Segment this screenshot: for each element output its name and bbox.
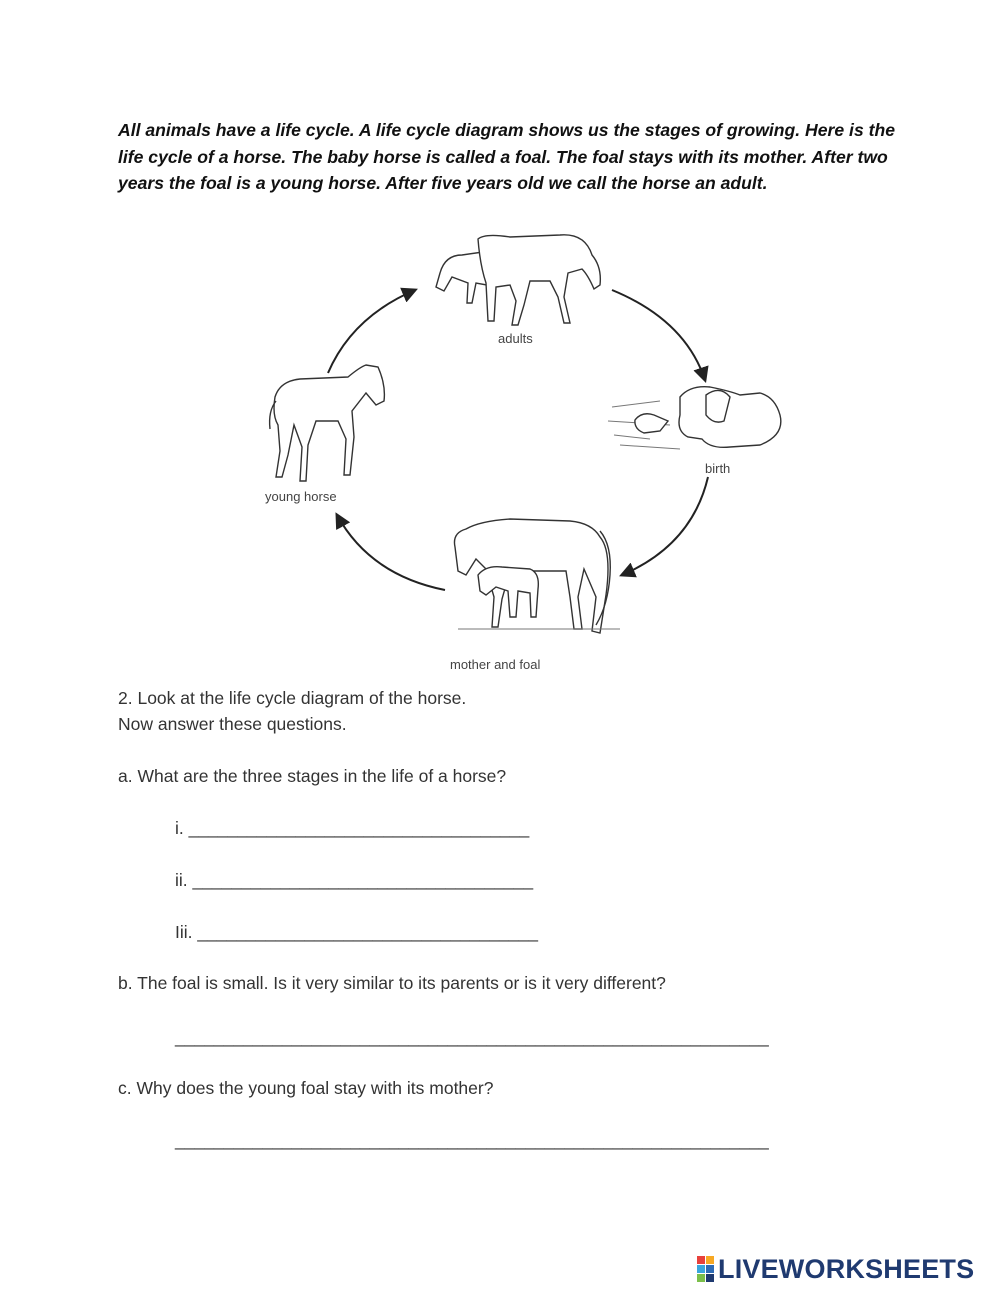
life-cycle-diagram xyxy=(240,225,800,680)
question-b: b. The foal is small. Is it very similar to its parents or is it very different? xyxy=(118,973,666,993)
young-horse-image xyxy=(270,365,385,481)
adults-horses-image xyxy=(436,235,600,325)
question-2-text: . Look at the life cycle diagram of the horse. xyxy=(127,688,467,708)
arrow-young-to-adults xyxy=(328,290,415,373)
label-mother-and-foal: mother and foal xyxy=(450,657,541,672)
label-young-horse: young horse xyxy=(265,489,337,504)
question-a xyxy=(118,766,506,787)
answer-blank-iii[interactable]: Iii. ___________________________________ xyxy=(175,922,539,942)
answer-line-b[interactable]: _____________________________________________________________ xyxy=(175,1027,769,1047)
life-cycle-svg xyxy=(240,225,800,680)
question-a-prefix: a xyxy=(118,766,128,786)
arrow-birth-to-mother xyxy=(622,477,708,575)
answer-line-c[interactable]: _____________________________________________________________ xyxy=(175,1130,769,1150)
question-2-line1 xyxy=(118,688,466,709)
mother-foal-image xyxy=(454,519,620,633)
birth-image xyxy=(608,387,781,449)
question-c: c. Why does the young foal stay with its mother? xyxy=(118,1078,494,1098)
question-2-number: 2 xyxy=(118,688,128,708)
arrow-adults-to-birth xyxy=(612,290,705,380)
label-adults: adults xyxy=(498,331,533,346)
liveworksheets-logo-icon xyxy=(697,1256,714,1282)
arrow-mother-to-young xyxy=(337,515,445,590)
question-a-text: . What are the three stages in the life of a horse? xyxy=(127,766,507,786)
answer-blank-i[interactable]: i. ___________________________________ xyxy=(175,818,530,838)
liveworksheets-brand xyxy=(697,1252,974,1286)
answer-blank-ii[interactable]: ii. ___________________________________ xyxy=(175,870,534,890)
liveworksheets-wordmark: LIVEWORKSHEETS xyxy=(718,1253,975,1284)
question-2-line2: Now answer these questions. xyxy=(118,714,347,734)
intro-paragraph: All animals have a life cycle. A life cycle diagram shows us the stages of growing. Here is the life cycle of a horse. The baby horse is called a foal. The foal stays with its mother. After two years the foal is a young horse. After five years old we call the horse an adult. xyxy=(118,120,896,193)
label-birth: birth xyxy=(705,461,731,476)
